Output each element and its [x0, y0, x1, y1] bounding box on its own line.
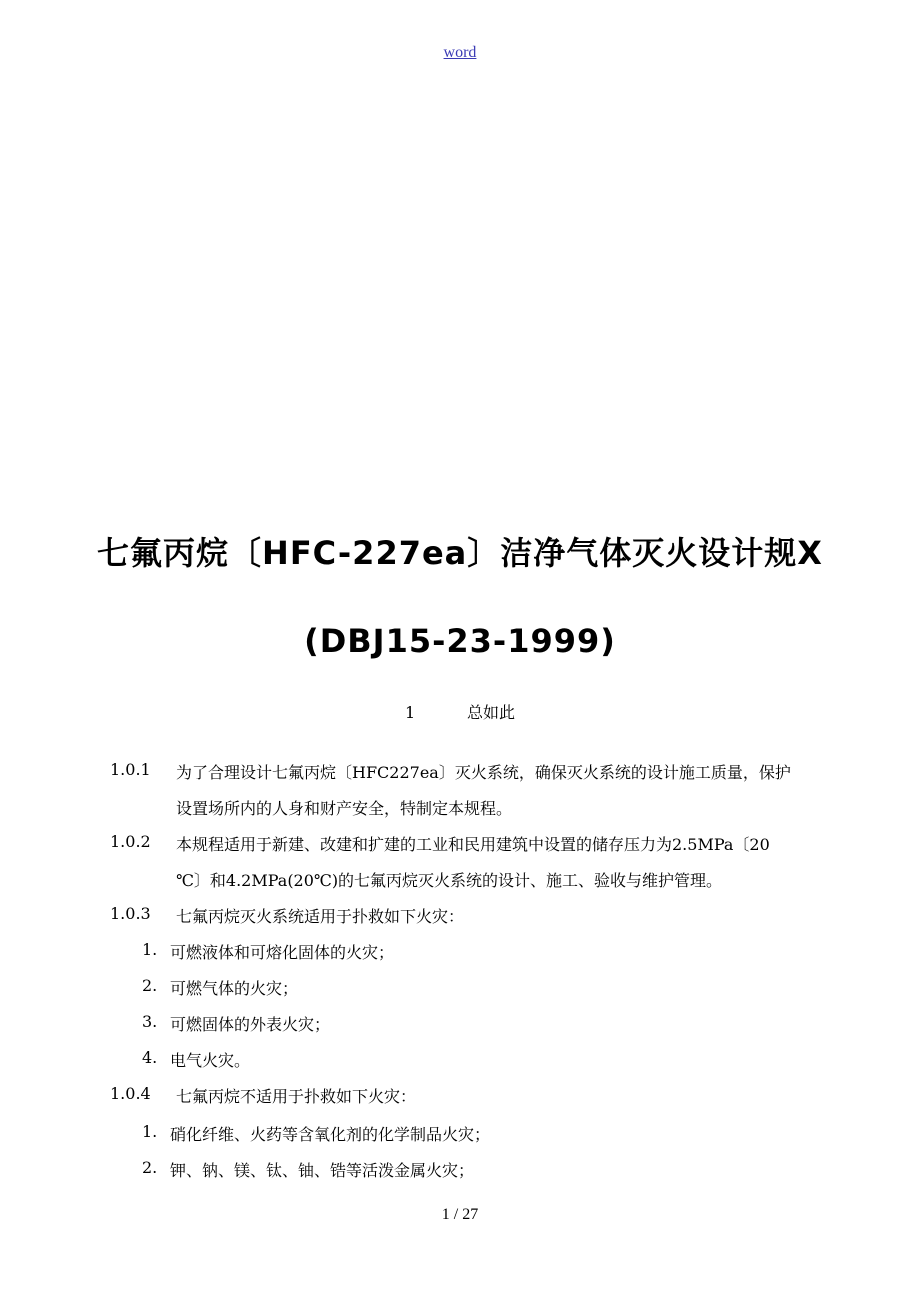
- clause-text: 本规程适用于新建、改建和扩建的工业和民用建筑中设置的储存压力为2.5MPa〔20: [176, 835, 770, 854]
- page-indicator: 1 / 27: [441, 1206, 479, 1223]
- list-item-number: 2.: [142, 1158, 158, 1177]
- chapter-number: 1: [404, 703, 416, 722]
- clause-text: 七氟丙烷灭火系统适用于扑救如下火灾：: [176, 907, 465, 926]
- list-item-number: 4.: [142, 1048, 158, 1067]
- clause-text: ℃〕和4.2MPa(20℃)的七氟丙烷灭火系统的设计、施工、验收与维护管理。: [176, 871, 723, 890]
- list-item-text: 可燃液体和可熔化固体的火灾；: [170, 943, 395, 962]
- clause-number: 1.0.1: [110, 760, 151, 779]
- list-item-number: 2.: [142, 976, 158, 995]
- list-item-number: 1.: [142, 940, 158, 959]
- clause-number: 1.0.2: [110, 832, 151, 851]
- list-item-text: 电气火灾。: [170, 1051, 251, 1070]
- clause-text: 设置场所内的人身和财产安全，特制定本规程。: [176, 799, 513, 818]
- list-item-number: 1.: [142, 1122, 158, 1141]
- clause-number: 1.0.3: [110, 904, 151, 923]
- list-item-text: 钾、钠、镁、钛、铀、锆等活泼金属火灾；: [170, 1161, 475, 1180]
- document-title: 七氟丙烷〔HFC-227ea〕洁净气体灭火设计规X: [97, 534, 823, 572]
- chapter-heading: [0, 700, 920, 723]
- chapter-title: 总如此: [466, 703, 515, 722]
- clause-text: 为了合理设计七氟丙烷〔HFC227ea〕灭火系统，确保灭火系统的设计施工质量，保护: [176, 763, 791, 782]
- list-item-text: 硝化纤维、火药等含氧化剂的化学制品火灾；: [170, 1125, 491, 1144]
- list-item-text: 可燃固体的外表火灾；: [170, 1015, 331, 1034]
- list-item-text: 可燃气体的火灾；: [170, 979, 299, 998]
- document-code: (DBJ15-23-1999): [304, 622, 616, 660]
- clause-number: 1.0.4: [110, 1084, 151, 1103]
- clause-text: 七氟丙烷不适用于扑救如下火灾：: [176, 1087, 417, 1106]
- header-word-link[interactable]: word: [443, 44, 477, 61]
- list-item-number: 3.: [142, 1012, 158, 1031]
